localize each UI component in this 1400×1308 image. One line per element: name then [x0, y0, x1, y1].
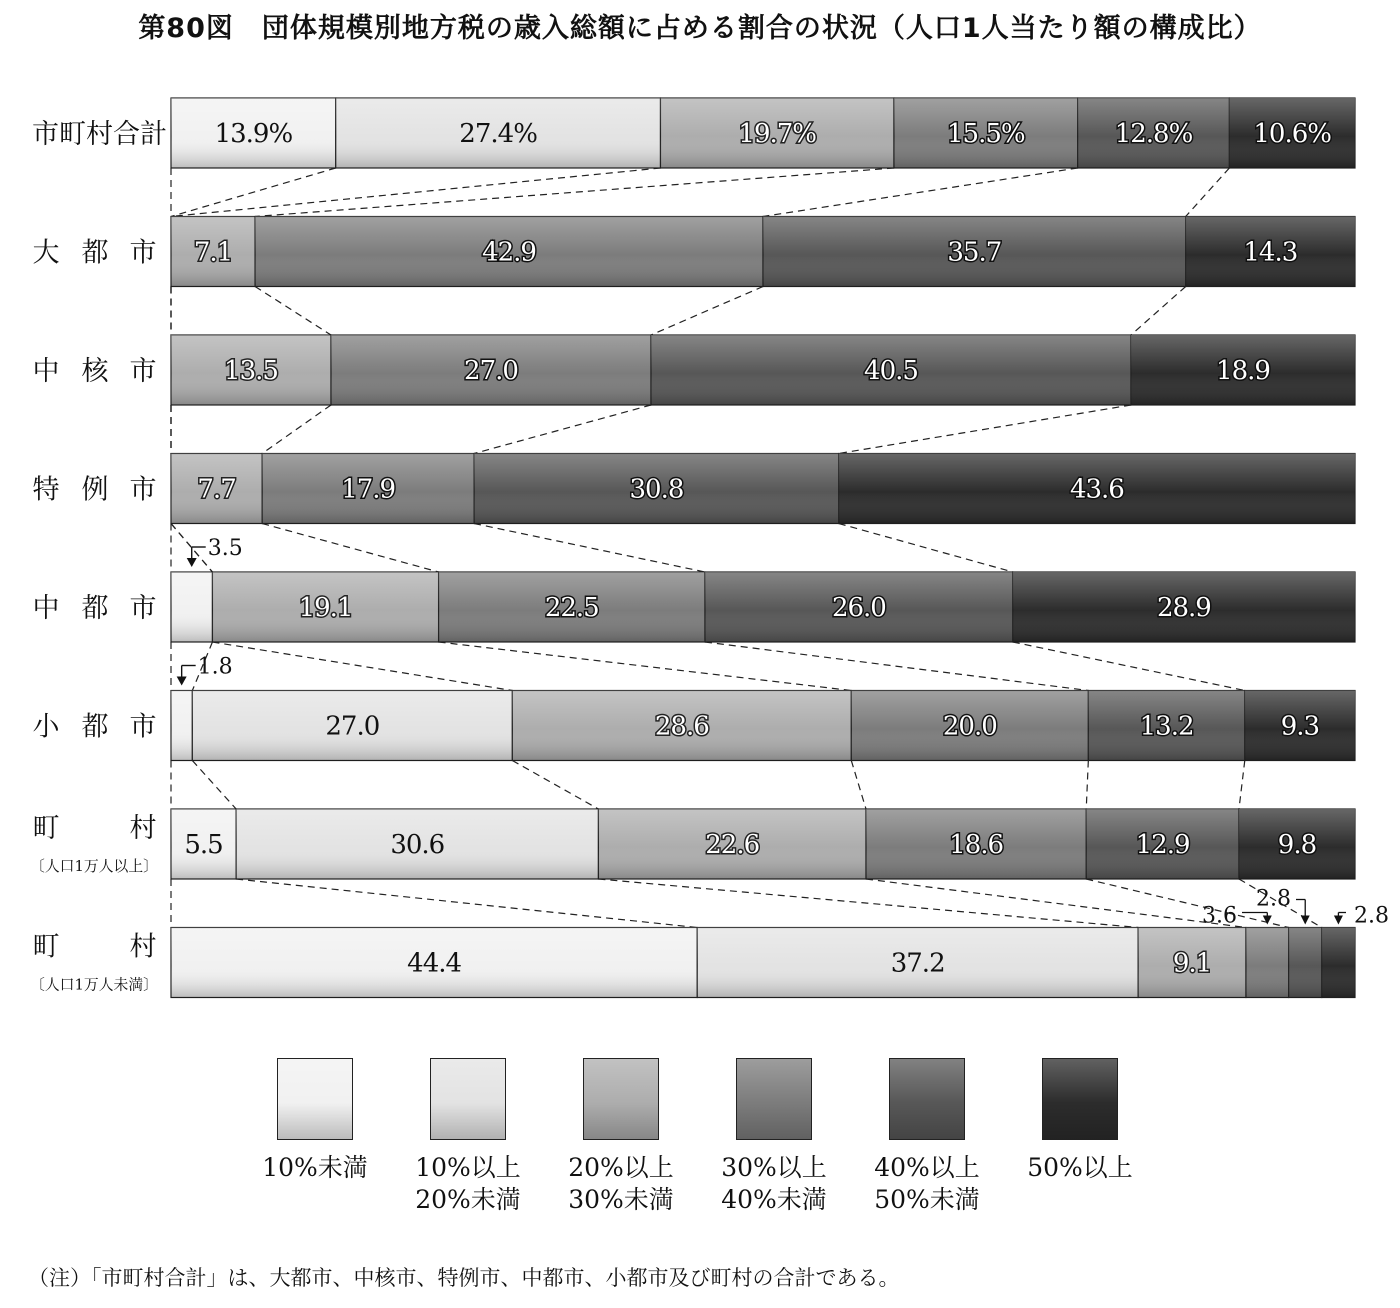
bar-segment-shade	[171, 691, 192, 761]
connector-line	[262, 524, 438, 573]
data-label: 13.9%	[214, 119, 293, 149]
data-label: 13.2	[1139, 711, 1194, 742]
row-label-char: 市	[129, 593, 157, 624]
row-label: 市町村合計	[32, 119, 167, 150]
connector-line	[171, 168, 336, 217]
row-sublabel: 〔人口1万人以上〕	[30, 857, 158, 875]
connector-line	[255, 287, 331, 336]
row-label-char: 市	[129, 356, 157, 387]
callout-label: 3.5	[207, 536, 243, 561]
data-label: 22.5	[544, 593, 599, 623]
connector-line	[171, 168, 660, 217]
connector-line	[255, 168, 894, 217]
bar-segment-shade	[1322, 928, 1355, 998]
callout-label: 2.8	[1354, 903, 1389, 929]
connector-line	[474, 405, 651, 454]
data-label: 14.3	[1243, 237, 1298, 268]
connector-line	[262, 405, 331, 454]
data-label: 35.7	[947, 237, 1002, 268]
legend-label: 30%以上 40%未満	[721, 1153, 827, 1214]
data-label: 5.5	[184, 830, 223, 860]
data-label: 12.8%	[1114, 119, 1193, 149]
legend-item	[240, 1058, 390, 1184]
data-label: 30.8	[629, 474, 684, 505]
connector-line	[763, 168, 1078, 217]
data-label: 18.6	[949, 830, 1004, 860]
data-label: 27.0	[325, 711, 380, 742]
legend-item	[852, 1058, 1002, 1216]
bar-segment-shade	[1289, 928, 1322, 998]
data-label: 12.9	[1135, 830, 1190, 860]
connector-line	[1186, 168, 1230, 217]
legend-label: 50%以上	[1027, 1153, 1133, 1182]
bar-row-4	[171, 536, 1355, 642]
row-label-char: 都	[81, 237, 109, 269]
legend-item	[546, 1058, 696, 1216]
row-label-char: 中	[32, 356, 60, 387]
bar-row-0	[171, 98, 1355, 168]
data-label: 18.9	[1216, 356, 1270, 386]
connector-line	[236, 879, 697, 928]
data-label: 43.6	[1069, 474, 1124, 505]
connector-line	[705, 642, 1088, 691]
legend-swatch	[736, 1058, 812, 1140]
bar-segment-shade	[171, 572, 212, 642]
callout-arrow	[1301, 916, 1310, 925]
data-label: 26.0	[831, 593, 886, 623]
bars-group	[171, 98, 1389, 998]
bar-row-3	[171, 454, 1355, 524]
connector-line	[512, 761, 598, 810]
row-label-char: 特	[32, 474, 60, 506]
data-label: 20.0	[942, 711, 997, 742]
data-label: 19.1	[298, 593, 353, 623]
data-label: 27.0	[464, 356, 518, 386]
connector-line	[1131, 287, 1186, 336]
data-label: 27.4%	[459, 119, 537, 149]
connector-line	[651, 287, 763, 336]
row-label-char: 例	[81, 474, 109, 506]
legend-label: 40%以上 50%未満	[874, 1153, 980, 1214]
callout-arrow	[1334, 916, 1343, 925]
data-label: 19.7%	[738, 119, 817, 149]
row-label-char: 市	[129, 474, 157, 506]
chart-title: 第80図 団体規模別地方税の歳入総額に占める割合の状況（人口1人当たり額の構成比）	[138, 13, 1262, 44]
bar-segment-shade	[1246, 928, 1289, 998]
data-label: 9.8	[1277, 830, 1317, 860]
data-label: 44.4	[407, 948, 462, 979]
row-label-char: 中	[32, 593, 60, 624]
legend-label: 10%以上 20%未満	[415, 1153, 521, 1214]
data-label: 17.9	[341, 474, 396, 505]
callout-arrow	[1263, 916, 1272, 925]
connector-line	[192, 761, 236, 810]
data-label: 15.5%	[947, 119, 1025, 149]
legend-label: 20%以上 30%未満	[568, 1153, 674, 1214]
connector-line	[1013, 642, 1245, 691]
data-label: 7.1	[193, 237, 233, 268]
connector-line	[1239, 761, 1245, 810]
connector-line	[839, 405, 1131, 454]
data-label: 10.6%	[1253, 119, 1331, 149]
bar-row-7	[171, 887, 1389, 998]
footnote: （注）「市町村合計」は、大都市、中核市、特例市、中都市、小都市及び町村の合計である。	[28, 1266, 900, 1290]
bar-row-5	[171, 655, 1355, 761]
connector-line	[474, 524, 705, 573]
row-label-char: 市	[129, 711, 157, 743]
legend-swatch	[430, 1058, 506, 1140]
row-label-char: 核	[81, 356, 109, 387]
legend-item	[699, 1058, 849, 1216]
legend-swatch	[583, 1058, 659, 1140]
bar-row-6	[171, 809, 1355, 879]
callout-label: 3.6	[1202, 903, 1237, 929]
legend-label: 10%未満	[262, 1153, 368, 1182]
row-label-char: 都	[81, 593, 109, 624]
row-label-char: 町	[32, 813, 60, 844]
callout-arrow	[177, 677, 187, 686]
data-label: 28.9	[1156, 593, 1211, 623]
row-sublabel: 〔人口1万人未満〕	[30, 975, 158, 994]
data-label: 40.5	[864, 356, 918, 386]
row-label-char: 村	[129, 813, 157, 844]
row-label-char: 大	[32, 237, 60, 269]
data-label: 22.6	[705, 830, 760, 860]
connector-line	[439, 642, 852, 691]
row-label-char: 市	[129, 237, 157, 269]
legend	[240, 1058, 1160, 1228]
legend-swatch	[1042, 1058, 1118, 1140]
legend-swatch	[277, 1058, 353, 1140]
connector-line	[1086, 761, 1088, 810]
callout-label: 2.8	[1256, 886, 1291, 912]
callout-label: 1.8	[197, 654, 233, 680]
row-label-char: 村	[129, 931, 157, 963]
data-label: 42.9	[482, 237, 536, 268]
row-label-char: 町	[32, 931, 60, 963]
row-label-char: 都	[81, 711, 109, 743]
data-label: 30.6	[390, 830, 445, 860]
row-label-char: 小	[32, 711, 60, 743]
legend-item	[1005, 1058, 1155, 1184]
data-label: 13.5	[224, 356, 278, 386]
data-label: 7.7	[197, 474, 236, 505]
bar-row-1	[171, 217, 1355, 287]
data-label: 9.3	[1280, 711, 1320, 742]
data-label: 9.1	[1172, 948, 1212, 979]
bar-row-2	[171, 335, 1355, 405]
legend-swatch	[889, 1058, 965, 1140]
connector-line	[212, 642, 512, 691]
connector-line	[851, 761, 866, 810]
row-labels	[30, 119, 167, 994]
callout-arrow	[187, 558, 197, 567]
data-label: 37.2	[890, 948, 945, 979]
data-label: 28.6	[654, 711, 709, 742]
connector-line	[839, 524, 1013, 573]
legend-item	[393, 1058, 543, 1216]
